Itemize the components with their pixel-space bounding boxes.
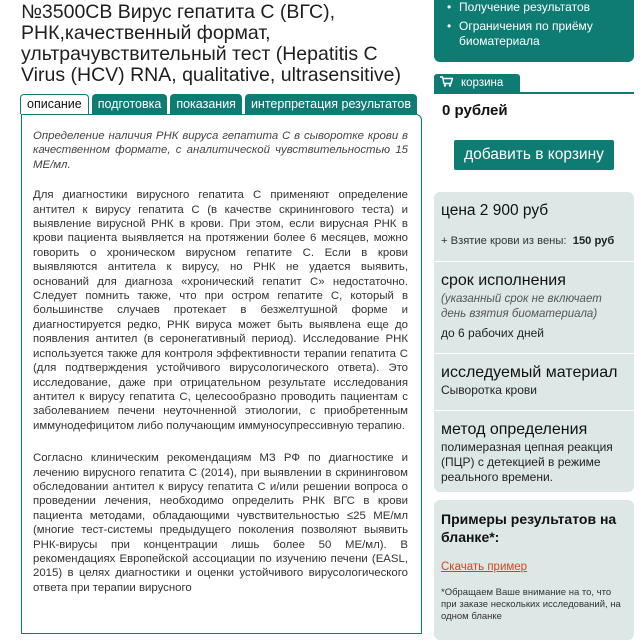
blood-draw-label: + Взятие крови из вены: bbox=[441, 235, 567, 247]
results-link-label: Получение результатов bbox=[459, 0, 590, 14]
cart-tab[interactable] bbox=[434, 74, 520, 92]
results-links-box bbox=[434, 0, 634, 62]
download-example-link[interactable]: Скачать пример bbox=[441, 561, 528, 573]
price: цена 2 900 руб bbox=[441, 202, 549, 219]
divider bbox=[434, 261, 634, 262]
tab-preparation[interactable]: подготовка bbox=[92, 94, 168, 114]
description-panel bbox=[21, 114, 422, 634]
blood-draw-price: 150 руб bbox=[572, 235, 615, 247]
description-paragraph: Для диагностики вирусного гепатита С применяют определение антител к вирусу гепатита С (в качестве скринингового теста) и выявление вирусной РНК в крови. При этом, если вирусная РНК в крови пациента выявляется на протяжении более 6 месяцев, можно говорить о хроническом вирусном гепатите С. Если в крови выявляются антитела к вирусу, но РНК не удается выявить, оснований для диагноза «хронический гепатит С» недостаточно. Следует помнить также, что при остром гепатите С, который в большинстве случаев протекает в безжелтушной форме и диагностируется редко, РНК вируса может быть выявлена еще до появления антител (в серонегативный период). Исследование РНК используется также для контроля эффективности терапии гепатита С (для подтверждения устойчивого вирусологического ответа). Это исследование, даже при отрицательном результате исследования антител к вирусу гепатита С, целесообразно проводить пациентам с заболеванием печени неуточненной этиологии, с приобретенным иммунодефицитом либо получающим иммуносупрессивную терапию. bbox=[33, 189, 408, 432]
divider bbox=[434, 353, 634, 354]
page-title: №3500СВ Вирус гепатита С (ВГС), РНК,качественный формат, ультрачувствительный тест (Hepatitis C Virus (HCV) RNA, qualitative, ultrasensitive) bbox=[21, 1, 402, 86]
material-value: Сыворотка крови bbox=[441, 383, 537, 397]
cart-tab-label: корзина bbox=[461, 77, 504, 89]
material-heading: исследуемый материал bbox=[441, 364, 618, 381]
method-value: полимеразная цепная реакция (ПЦР) с детекцией в режиме реального времени. bbox=[441, 440, 613, 484]
examples-heading: Примеры результатов на бланке*: bbox=[441, 511, 617, 545]
term-value: до 6 рабочих дней bbox=[441, 326, 544, 340]
add-to-cart-button[interactable]: добавить в корзину bbox=[454, 140, 614, 170]
term-heading: срок исполнения bbox=[441, 272, 566, 289]
tab-bar bbox=[20, 94, 417, 114]
divider bbox=[434, 410, 634, 411]
examples-note: *Обращаем Ваше внимание на то, что при заказе нескольких исследований, на одном бланке bbox=[441, 587, 621, 622]
results-link-restrictions[interactable] bbox=[445, 19, 634, 49]
description-lead: Определение наличия РНК вируса гепатита С в сыворотке крови в качественном формате, с аналитической чувствительностью 15 МЕ/мл. bbox=[33, 130, 408, 171]
tab-indications[interactable]: показания bbox=[170, 94, 242, 114]
cart-total: 0 рублей bbox=[434, 92, 634, 126]
blood-draw-info bbox=[441, 234, 627, 249]
results-link-label: Ограничения по приёму биоматериала bbox=[459, 19, 593, 48]
method-heading: метод определения bbox=[441, 421, 588, 438]
examples-box bbox=[434, 500, 634, 640]
description-paragraph: Согласно клиническим рекомендациям МЗ РФ по диагностике и лечению вирусного гепатита С (2014), при выявлении в скрининговом обследовании антител к вирусу гепатита С и/или решении вопроса о проведении лечения, необходимо определить РНК ВГС в крови пациента методами, обладающими чувствительностью ≤25 МЕ/мл (многие тест-системы предыдущего поколения позволяют выявить РНК-вирусы при концентрации лишь более 50 МЕ/мл). В рекомендациях Европейской ассоциации по изучению печени (EASL, 2015) в целях диагностики и оценки устойчивого вирусологического ответа при терапии вирусного bbox=[33, 452, 408, 594]
results-link-receiving[interactable] bbox=[445, 0, 634, 15]
bullet-icon: • bbox=[447, 0, 452, 14]
tab-description[interactable]: описание bbox=[20, 94, 89, 114]
cart-icon bbox=[440, 75, 453, 85]
bullet-icon: • bbox=[447, 19, 452, 33]
tab-interpretation[interactable]: интерпретация результатов bbox=[245, 94, 417, 114]
term-note: (указанный срок не включает день взятия биоматериала) bbox=[441, 293, 602, 320]
test-info-box bbox=[434, 192, 634, 492]
